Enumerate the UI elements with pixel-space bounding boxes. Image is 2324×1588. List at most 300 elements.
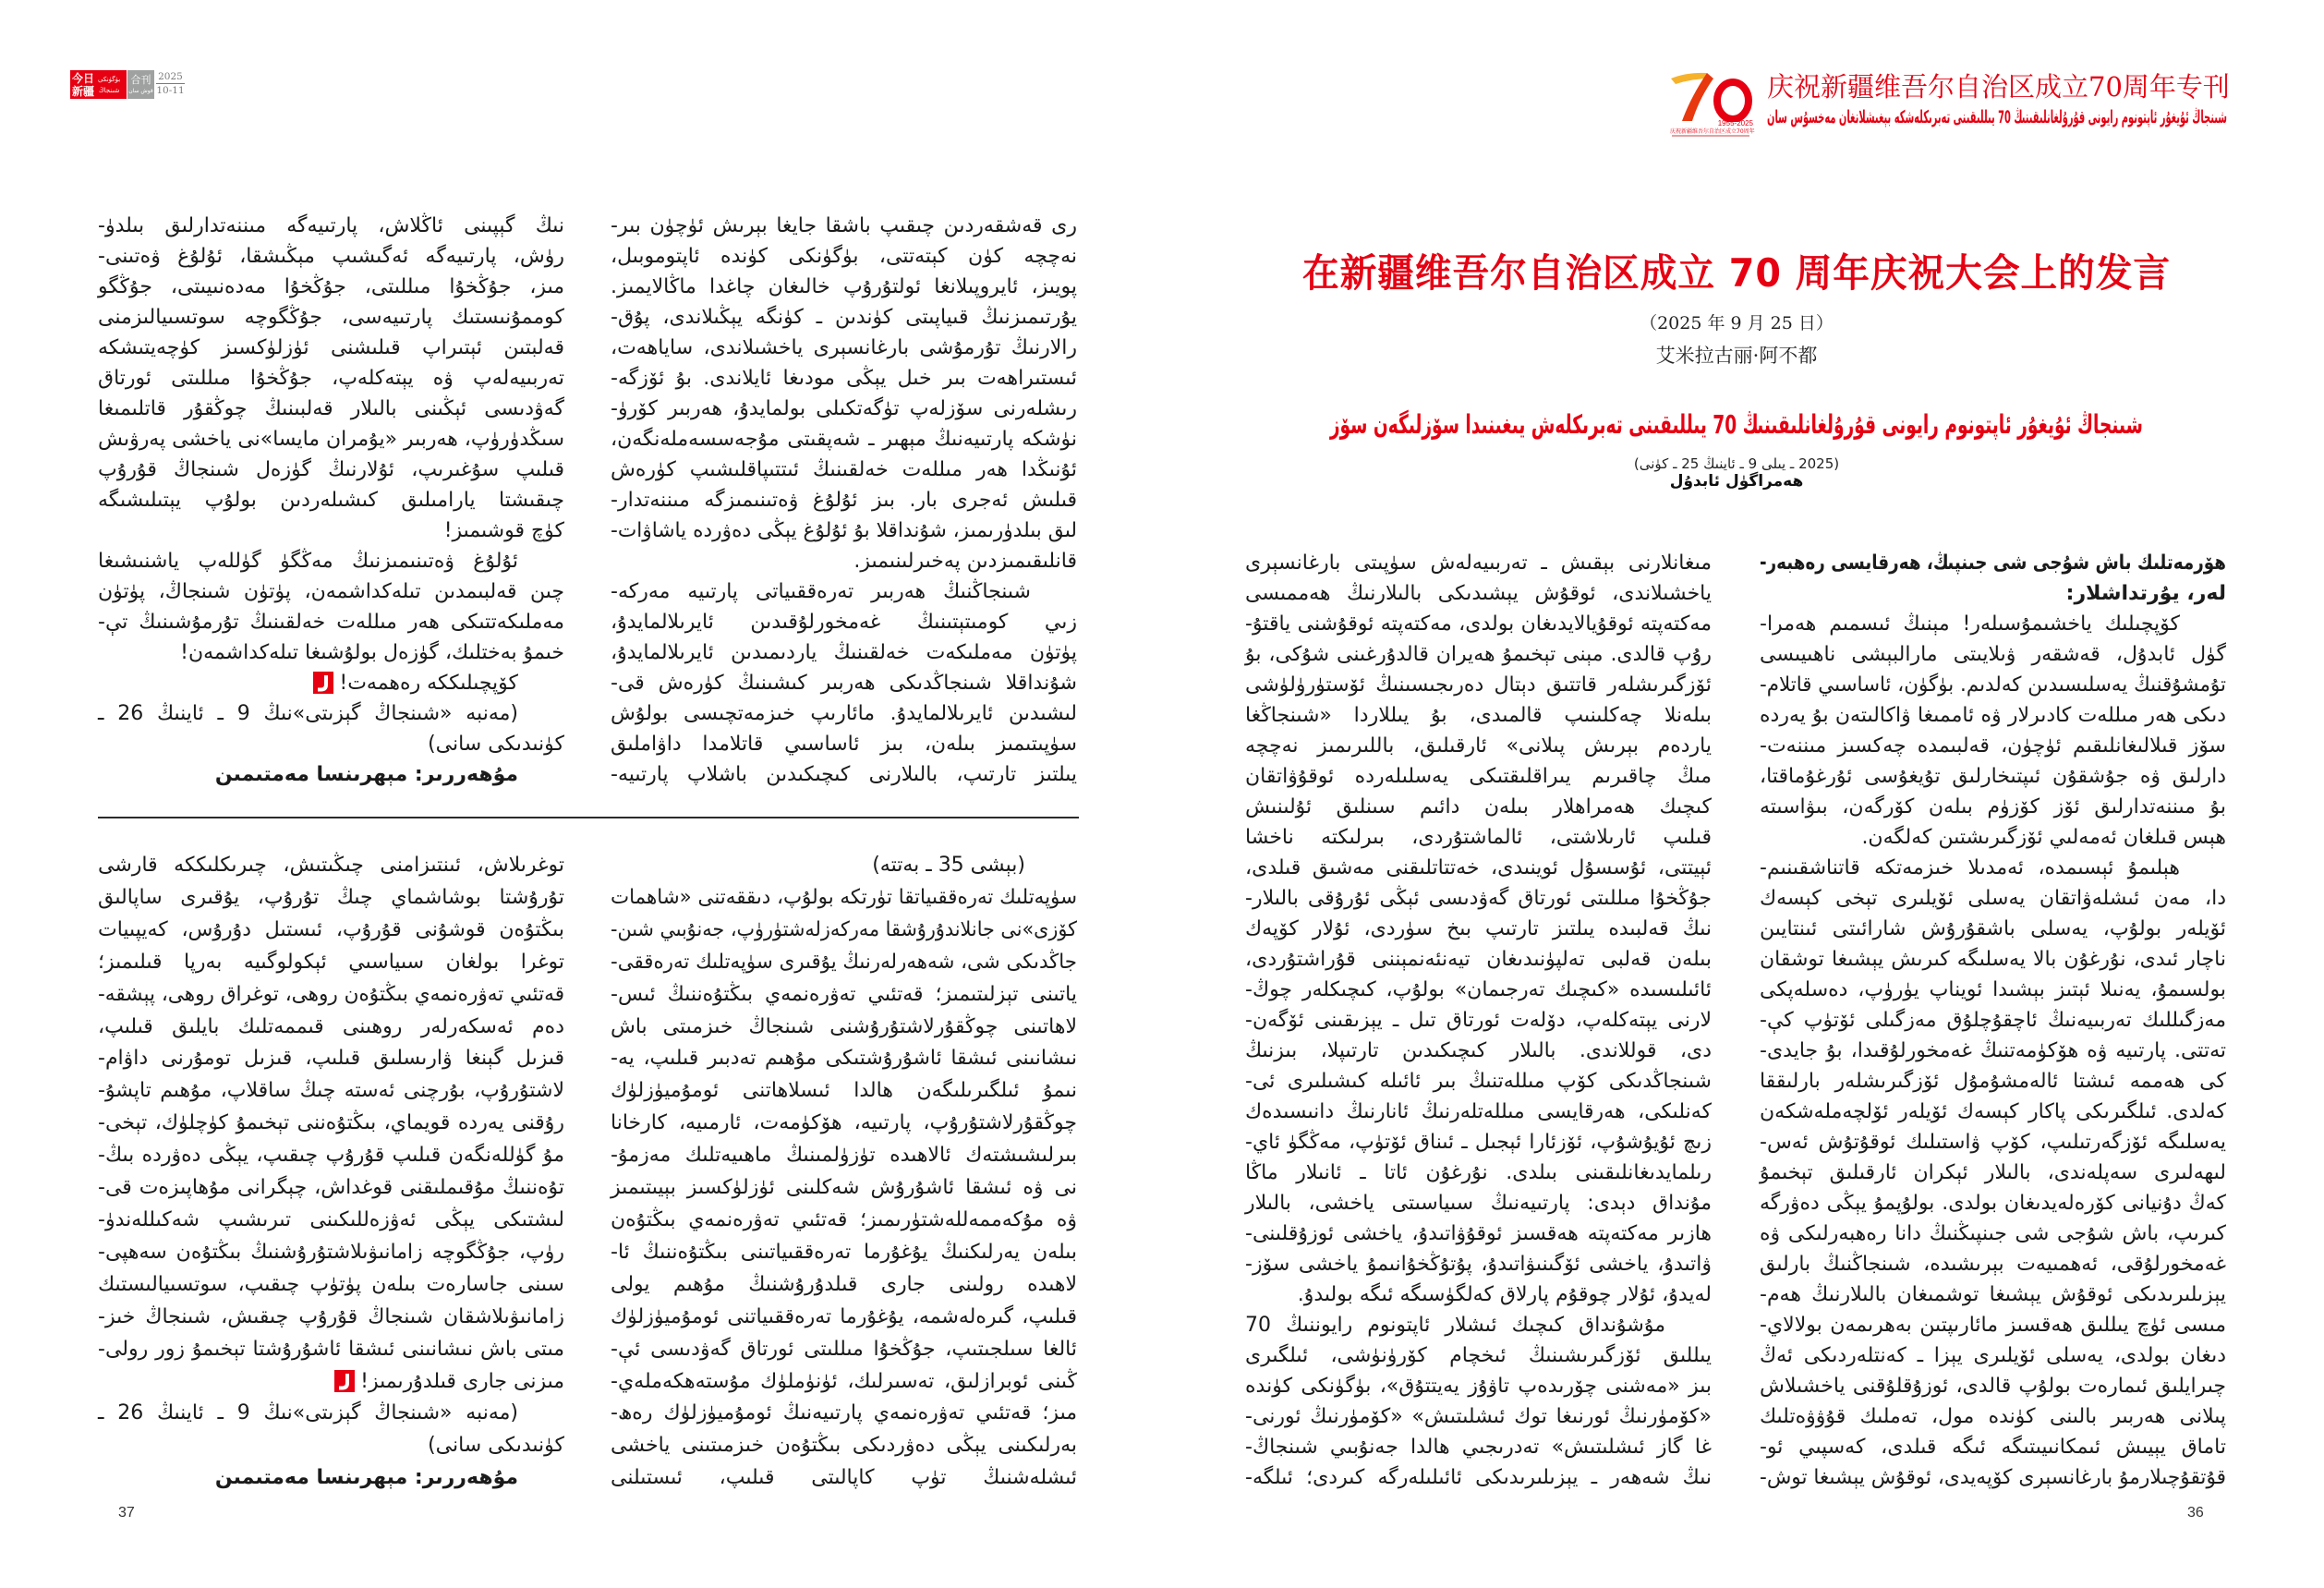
text-line-content <box>611 1338 1077 1361</box>
text-line-content <box>1760 552 2226 575</box>
text-line-text: لىق بىلدۈرىمىز، شۇنداقلا بۇ ئۇلۇغ يېڭى دەۋردە ياشاۋات- <box>611 519 1077 542</box>
text-line-content <box>98 428 564 451</box>
text-line <box>98 1075 564 1108</box>
text-line-text: نىمۇ ئىلگىرىلىگەن ھالدا ئىسلاھاتنى ئومۇميۈزلۈك <box>611 1079 1077 1103</box>
text-line <box>1760 853 2226 883</box>
text-line-content <box>611 306 1077 329</box>
text-line <box>611 424 1077 455</box>
text-line <box>611 1075 1077 1108</box>
text-line <box>611 979 1077 1012</box>
text-line <box>1245 1279 1712 1310</box>
text-line <box>98 363 564 394</box>
text-line-content <box>98 1273 564 1296</box>
text-line <box>1245 914 1712 944</box>
text-line-text: لاھاتىنى چوڭقۇرلاشتۇرۇشنى شىنجاڭ خىزمىتى باش <box>611 1014 1077 1038</box>
text-line-content <box>1245 1009 1712 1032</box>
text-line-text: لەر، يۇرتداشلار: <box>2065 582 2226 605</box>
text-line <box>1245 1310 1712 1340</box>
text-line <box>611 241 1077 272</box>
text-line <box>1760 1371 2226 1401</box>
text-line <box>1760 883 2226 914</box>
text-line <box>98 1334 564 1366</box>
text-line <box>98 333 564 363</box>
text-line <box>1245 975 1712 1005</box>
text-line-text: كىچىك ھەمراھلار بىلەن دائىم سىنلىق ئۇلىنىش <box>1245 795 1712 818</box>
text-line-text: يېزىلىرىدىكى ئوقۇش يېشىغا توشمىغان بالىلارنىڭ ھەم- <box>1760 1283 2226 1306</box>
text-line <box>99 424 564 455</box>
text-line-content <box>1245 734 1712 758</box>
text-line-content <box>1245 1131 1712 1154</box>
text-line-content <box>1760 643 2226 666</box>
text-line <box>1760 792 2226 822</box>
text-line <box>1760 1462 2226 1493</box>
text-line-text: كەنلىكى، ھەرقايسى مىللەتلەرنىڭ ئانارنىڭ دانىسىدەك <box>1245 1100 1712 1123</box>
text-line-text: قىلىپ ئارىلاشتى، ئالماشتۇردى، بىرلىكتە ناخشا <box>1245 826 1712 849</box>
special-issue-title-ug <box>1767 105 2227 129</box>
text-line-text: پويىز، ئايروپىلانغا ئولتۇرۇپ خالىغان چاغدا ماڭالايمىز. <box>611 275 1077 298</box>
text-line-content <box>611 1305 1077 1328</box>
text-line-content <box>98 336 564 359</box>
text-line <box>1245 1371 1712 1401</box>
text-line-text: ئىشلەشنىڭ تۈپ كاپالىتى قىلىپ، ئىستىلنى <box>611 1466 1077 1490</box>
text-line <box>611 1398 1077 1430</box>
text-line <box>98 915 564 947</box>
text-line-content <box>98 1015 564 1038</box>
text-line-content <box>98 1144 564 1167</box>
text-line <box>1760 609 2226 639</box>
text-line-text: سۈپەتلىك تەرەققىياتقا تۈرتكە بولۇپ، دىققەتنى «شاھمات <box>611 885 1077 909</box>
text-line <box>1760 1127 2226 1158</box>
text-line <box>611 1012 1077 1044</box>
text-line-text: تۇمشۇقنىڭ يەسلىسىدىن كەلدىم. بۈگۈن، ئاساسىي قاتلام- <box>1760 673 2226 697</box>
text-line-content <box>1245 1375 1712 1398</box>
text-line-content <box>1245 1314 1665 1337</box>
text-line-content <box>1760 1039 2226 1062</box>
text-line <box>1760 1249 2226 1279</box>
text-line-content <box>611 367 1077 390</box>
text-line-content <box>1760 1466 2226 1489</box>
text-line-text: گۈل ئابدۇل، قەشقەر ۋىلايىتى مارالبېشى ناھىيىسى <box>1760 643 2226 666</box>
logo-cn-line1: 今日 <box>72 71 95 85</box>
text-line-text: ئۆيلەر بولۇپ، يەسلى باشقۇرۇش شارائىتى ئىنتايىن <box>1760 917 2226 940</box>
text-line <box>1760 578 2226 609</box>
text-line <box>1245 548 1712 578</box>
text-line <box>611 211 1077 241</box>
text-line-text: جاڭدىكى شى، شەھەرلەرنىڭ يۇقىرى سۈپەتلىك تەرەققى- <box>611 950 1077 974</box>
text-line-text: ياخشىلاندى، ئوقۇش يېشىدىكى بالىلارنىڭ ھەممىسى <box>1245 582 1712 605</box>
text-line <box>1760 1097 2226 1127</box>
logo-ug-name <box>98 74 120 96</box>
text-line-content <box>98 550 518 573</box>
article-column-page37-upper-right <box>611 211 1077 790</box>
text-line <box>1760 1401 2226 1432</box>
text-line <box>1760 944 2226 975</box>
anniversary-cn-caption: 庆祝新疆维吾尔自治区成立70周年 <box>1670 128 1755 135</box>
page-number-right: 36 <box>2187 1505 2204 1521</box>
text-line-content <box>611 458 1077 481</box>
text-line-content <box>1760 1100 2226 1123</box>
text-line <box>611 272 1077 302</box>
text-line-text: پۈتۈن مەملىكەت خەلقىنىڭ ياردىمىدىن ئايرىلالمايدۇ، <box>611 641 1077 664</box>
text-line-text: تەتتى. پارتىيە ۋە ھۆكۈمەتنىڭ غەمخورلۇقىدا، بۇ جايدى- <box>1760 1039 2226 1062</box>
text-line-content <box>1760 1253 2226 1276</box>
text-line-content <box>1760 673 2226 697</box>
article-author-cn: 艾米拉古丽·阿不都 <box>1655 345 1818 367</box>
text-line <box>1760 1310 2226 1340</box>
text-line-text: مىڭ چاقىرىم يىراقلىقتىكى يەسلىلەردە ئوقۇۋاتقان <box>1245 765 1712 788</box>
combined-issue-ug: قوش سان <box>128 88 153 94</box>
text-line <box>611 915 1077 947</box>
text-line-text: لىھەلىرى سەپلەندى، بالىلار ئېكران ئارقىلىق تېخىمۇ <box>1760 1161 2226 1184</box>
text-line-text: كەڭ دۇنيانى كۆرەلەيدىغان بولدى. بولۇپمۇ يېڭى دەۋرگە <box>1760 1192 2226 1215</box>
text-line-content <box>611 1047 1077 1070</box>
text-line <box>1760 1005 2226 1036</box>
text-line <box>1245 883 1712 914</box>
text-line <box>1245 1249 1712 1279</box>
text-line-text: چوڭقۇرلاشتۇرۇپ، پارتىيە، ھۆكۈمەت، ئارمىيە، كارخانا <box>611 1111 1077 1135</box>
text-line <box>98 1237 564 1269</box>
text-line-content <box>1245 1070 1712 1093</box>
text-line <box>98 1398 564 1430</box>
text-line <box>98 1205 564 1237</box>
text-line <box>98 668 564 698</box>
text-line-content <box>1245 612 1712 636</box>
text-line-text: مىز؛ قەتئىي تەۋرەنمەي پارتىيەنىڭ ئومۇميۈزلۈك رەھ- <box>611 1401 1077 1425</box>
text-line <box>611 637 1077 668</box>
article-date-ug: (2025 ـ يىلى 9 ـ ئاينىڭ 25 ـ كۈنى) <box>1633 455 1840 472</box>
text-line-content <box>1245 1192 1712 1215</box>
text-line-text: قىلىپ، گىرەلەشمە، يۇغۇرما تەرەققىياتنى ئومۇميۈزلۈك <box>611 1304 1077 1328</box>
text-line-content <box>1245 1039 1712 1062</box>
text-line-content <box>611 763 1077 786</box>
text-line-text: ۋە مۇكەممەللەشتۈرىمىز؛ قەتئىي تەۋرەنمەي بىڭتۇەن <box>611 1207 1077 1231</box>
text-line-content <box>1760 1070 2226 1093</box>
text-line-content <box>1760 1222 2226 1245</box>
text-line-content <box>611 702 1077 725</box>
text-line-content <box>215 763 518 786</box>
text-line-text: ئائىلىسىدە «كىچىك تەرجىمان» بولۇپ، كىچىكلەر چوڭ- <box>1245 978 1712 1001</box>
section-divider <box>98 817 1079 818</box>
text-line-content <box>98 951 564 974</box>
text-line-content <box>98 1401 518 1424</box>
text-line-text: دا، مەن ئىشلەۋاتقان يەسلى ئۆيلىرى تېخى كېسەك <box>1760 887 2226 910</box>
text-line <box>98 211 564 241</box>
text-line-content <box>1760 734 2226 758</box>
end-mark-icon <box>313 672 333 694</box>
text-line-text: زامانىۋىلاشقان شىنجاڭ قۇرۇپ چىقىش، شىنجاڭ خىز- <box>98 1304 564 1328</box>
text-line-content <box>1760 1314 2226 1337</box>
text-line-text: نىڭ قەلبىدە يىلتىز تارتىپ بىخ سۈردى، ئۇلار كۆپەك <box>1245 917 1712 940</box>
text-line-text: شىنجاڭدىكى كۆپ مىللەتنىڭ بىر ئائىلە كىشىلىرى ئى- <box>1245 1070 1712 1093</box>
text-line-content <box>1760 795 2226 818</box>
text-line-content <box>611 1015 1077 1038</box>
text-line-content <box>98 580 564 603</box>
text-line-text: چىقىشتا يارامىلىق كىشىلەردىن بولۇپ يېتىلىشىگە <box>98 489 564 512</box>
text-line-content <box>611 641 1077 664</box>
text-line-content <box>1245 1436 1712 1459</box>
text-line-content <box>611 1434 1077 1457</box>
text-line-text: بۇ مىننەتدارلىق ئۆز كۆزۈم بىلەن كۆرگەن، بىۋاسىتە <box>1760 795 2226 818</box>
text-line-content <box>98 306 564 329</box>
text-line-text: ئېيتتى، ئۇسسۇل ئوينىدى، خەتتاتلىقنى مەشىق قىلدى، <box>1245 856 1712 879</box>
text-line-content <box>444 519 564 542</box>
text-line <box>98 698 564 729</box>
text-line-text: كىرىپ، باش شۇجى شى جىنپىڭنىڭ دانا رەھبەرلىكى ۋە <box>1760 1222 2226 1245</box>
text-line-content <box>313 672 518 695</box>
text-line-text: نۈشكە پارتىيەنىڭ مېھىر ـ شەپقىتى مۇجەسسەملەنگەن، <box>611 428 1077 451</box>
article-title-cn <box>1302 249 2171 297</box>
text-line-text: يىللىق ئۆزگىرىشىنىڭ ئىخچام كۆرۈنۈشى، ئىلگىرى <box>1245 1344 1712 1367</box>
text-line <box>611 759 1077 790</box>
text-line <box>611 1269 1077 1302</box>
text-line <box>1760 731 2226 761</box>
text-line <box>98 637 564 668</box>
text-line-text: قىلىش ئەجرى بار. بىز ئۇلۇغ ۋەتىنىمىزگە مىننەتدار- <box>611 489 1077 512</box>
text-line <box>611 455 1077 485</box>
text-line-text: ھۆرمەتلىك باش شۇجى شى جىنپىڭ، ھەرقايسى رەھبەر- <box>1760 552 2226 575</box>
text-line-text: «كۆمۈرنىڭ ئورنىغا توك ئىشلىتىش» «كۆمۈرنىڭ ئورنى- <box>1245 1405 1712 1428</box>
logo-cn-name <box>72 72 94 98</box>
text-line-text: ھېس قىلغان ئەمەلىي ئۆزگىرىشتىن كەلگەن. <box>1861 826 2226 849</box>
text-line-content <box>1245 1161 1712 1184</box>
text-line-content <box>611 1079 1077 1102</box>
text-line-content <box>1760 1131 2226 1154</box>
text-line <box>98 394 564 424</box>
text-line <box>98 979 565 1012</box>
text-line-content <box>611 214 1077 237</box>
magazine-logo <box>70 70 185 99</box>
text-line-text: مەزگىللىك تەربىيەنىڭ ئاچقۇچلۇق مەزگىلى ئۆتۈپ كې- <box>1760 1009 2226 1032</box>
text-line-text: تۇەننىڭ مۇقىملىقنى قوغداش، چېگرانى مۇھاپىزەت قى- <box>98 1176 564 1200</box>
text-line <box>1760 670 2226 700</box>
text-line-content <box>1245 1344 1712 1367</box>
text-line <box>611 515 1077 546</box>
text-line-content <box>428 1434 564 1457</box>
text-line <box>611 850 1077 882</box>
text-line <box>611 333 1077 363</box>
text-line-text: سىڭدۈرۈپ، ھەربىر «يۇمران مايسا»نى ياخشى پەرۋىش <box>97 428 565 451</box>
text-line-text: كەلدى. ئىلگىرىكى پاكار كېسەك ئۆيلەر ئۆلچەملەشكەن <box>1760 1100 2226 1123</box>
text-line <box>1760 1432 2226 1462</box>
text-line-content <box>1245 887 1712 910</box>
text-line-content <box>611 1401 1077 1424</box>
text-line-text: قىلىپ سۇغىرىپ، ئۇلارنىڭ گۈزەل شىنجاڭ قۇرۇپ <box>98 458 564 481</box>
text-line <box>611 1302 1077 1334</box>
text-line-text: دى، قوللاندى. بالىلار كىچىكىدىن تارتىپلا، بىزنىڭ <box>1245 1039 1712 1062</box>
text-line-text: (بېشى 35 ـ بەتتە) <box>872 854 1025 877</box>
text-line-text: سۈپىتىمىز بىلەن، بىز ئاساسىي قاتلامدا داۋاملىق <box>611 733 1077 756</box>
text-line-content <box>98 1305 564 1328</box>
text-line-content <box>1245 704 1712 727</box>
text-line-content <box>611 245 1077 268</box>
text-line <box>611 1462 1077 1495</box>
text-line <box>611 729 1077 759</box>
text-line <box>98 1043 564 1075</box>
text-line-text: سۆز قىلالىغانلىقىم ئۈچۈن، قەلبىمدە چەكسىز مىننەت- <box>1760 734 2226 758</box>
text-line-content <box>1760 856 2180 879</box>
text-line-content <box>98 245 564 268</box>
text-line-content <box>1760 612 2180 636</box>
text-line <box>98 759 564 790</box>
text-line <box>98 485 564 515</box>
text-line <box>98 1462 564 1495</box>
text-line-content <box>611 611 1077 634</box>
text-line-text: ئۆزگىرىشلەر قاتتىق دېتال دەرىجىسىنىڭ ئۆستۈرۈلۈشى <box>1245 673 1712 697</box>
text-line-text: توغرا بولغان سىياسىي ئېكولوگىيە بەرپا قىلىمىز؛ <box>98 950 564 974</box>
text-line <box>611 947 1077 979</box>
text-line <box>1245 578 1712 609</box>
text-line-text: چىن قەلبىمدىن تىلەكداشمەن، پۈتۈن شىنجاڭ، پۈتۈن <box>98 580 564 603</box>
text-line-text: زىي كومىتېتىنىڭ غەمخورلۇقىدىن ئايرىلالمايدۇ، <box>611 611 1077 634</box>
text-line-text: نەچچە كۈن كېتەتتى، بۈگۈنكى كۈندە ئاپتوموبىل، <box>611 245 1077 268</box>
text-line <box>1760 1066 2226 1097</box>
text-line-text: رۇقنى يەردە قويماي، بىڭتۇەننى تېخىمۇ كۈچلۈك، تېخى- <box>98 1111 564 1135</box>
text-line-text: چىرايلىق ئىمارەت بولۇپ قالدى، ئوزۇقلۇقنى ياخشىلاش <box>1760 1375 2226 1398</box>
text-line <box>1760 1340 2226 1371</box>
text-line <box>98 455 564 485</box>
text-line-text: مۇشۇنداق كىچىك ئىشلار ئاپتونوم رايوننىڭ 70 <box>1245 1314 1665 1337</box>
article-date-cn: （2025 年 9 月 25 日） <box>1640 313 1834 333</box>
text-line <box>1245 639 1712 670</box>
logo-combined-issue-block <box>127 70 154 99</box>
article-column-page36-right <box>1760 548 2226 1493</box>
article-title-cn-text: 在新疆维吾尔自治区成立 70 周年庆祝大会上的发言 <box>1302 250 2171 296</box>
text-line-content <box>611 428 1077 451</box>
text-line-text: قانلىقىمىزدىن پەخىرلىنىمىز. <box>853 550 1077 573</box>
text-line-text: بىڭتۇەن قوشۇنى قۇرۇپ، ئىستىل دۇرۇس، كەيپىيات <box>98 917 564 941</box>
article-author-ug: ھەمراگۈل ئابدۇل <box>1669 472 1804 491</box>
text-line <box>98 882 564 915</box>
text-line <box>1245 1432 1712 1462</box>
text-line-text: دەم ئەسكەرلەر روھىنى قىممەتلىك بايلىق قىلىپ، <box>98 1014 564 1038</box>
text-line-text: مەكتەپتە ئوقۇيالايدىغان بولدى، مەكتەپتە ئوقۇشنى ياقتۇ- <box>1245 612 1712 636</box>
text-line-content <box>611 733 1077 756</box>
logo-ug-line2: شىنجاڭ <box>98 86 120 94</box>
text-line <box>611 1366 1077 1399</box>
text-line-text: ھېلىمۇ ئېسىمدە، ئەمدىلا خىزمەتكە قاتناشقىنىم- <box>1760 856 2180 879</box>
text-line-text: رىلمايدىغانلىقىنى بىلدى. نۇرغۇن ئاتا ـ ئانىلار ماڭا <box>1245 1161 1712 1184</box>
text-line-content <box>1760 704 2226 727</box>
text-line-text: مەملىكەتتىكى ھەر مىللەت خەلقىنىڭ تۇرمۇشىنىڭ تې- <box>98 611 564 634</box>
text-line <box>1245 1097 1712 1127</box>
special-issue-title-cn: 庆祝新疆维吾尔自治区成立70周年专刊 <box>1767 71 2230 103</box>
text-line-content <box>1760 1009 2226 1032</box>
text-line-text: نى ۋە ئىشقا ئاشۇرۇش شەكلىنى ئۈزلۈكسىز بېيىتىمىز <box>611 1176 1077 1200</box>
text-line-content <box>428 733 564 756</box>
text-line-content <box>872 854 1025 877</box>
text-line-content <box>98 1176 564 1199</box>
text-line-text: توغرىلاش، ئىنتىزامنى چىڭىتىش، چىرىكلىككە قارشى <box>98 854 564 877</box>
text-line <box>98 302 564 333</box>
text-line-content <box>98 1338 564 1361</box>
text-line-text: كۆپچىلىك ياخشىمۇسىلەر! مېنىڭ ئىسمىم ھەمرا- <box>1760 612 2180 636</box>
text-line-content <box>1245 765 1712 788</box>
text-line <box>1760 1279 2226 1310</box>
text-line <box>1245 1158 1712 1188</box>
text-line-text: بىلەنلا چەكلىنىپ قالمىدى، بۇ يىللاردا «شىنجاڭغا <box>1245 704 1712 727</box>
text-line-text: ياتىنى تېزلىتىمىز؛ قەتئىي تەۋرەنمەي بىڭتۇەننىڭ ئىس- <box>611 982 1077 1006</box>
text-line <box>611 1172 1077 1205</box>
text-line <box>1760 822 2226 853</box>
text-line-content <box>1245 552 1712 575</box>
text-line-text: جۇڭخۇا مىللىتى ئورتاق گەۋدىسى ئېڭى ئۇرۇقى بالىلار- <box>1245 887 1712 910</box>
text-line <box>98 1108 564 1140</box>
text-line-text: تۇرۇشتا بوشاشماي چىڭ تۇرۇپ، يۇقىرى ساپالىق <box>98 885 564 909</box>
text-line-text: ناچار ئىدى، نۇرغۇن بالا يەسلىگە كىرىش يېشىغا توشقان <box>1760 948 2226 971</box>
text-line-text: كۆپچىلىككە رەھمەت! <box>339 672 518 695</box>
text-line-content <box>180 641 564 664</box>
text-line-content <box>1245 1466 1712 1489</box>
text-line <box>611 668 1077 698</box>
text-line-content <box>1760 1192 2226 1215</box>
text-line <box>611 1043 1077 1075</box>
text-line-text: بىز «مەشنى چۆرىدەپ تاۋۇز يەيتتۇق»، بۈگۈنكى كۈندە <box>1245 1375 1712 1398</box>
text-line-text: شىنجاڭنىڭ ھەربىر تەرەققىياتى پارتىيە مەركە- <box>611 580 1031 603</box>
text-line-content <box>98 214 564 237</box>
text-line-content <box>98 918 564 941</box>
text-line-text: رۈپ، جۇڭگوچە زامانىۋىلاشتۇرۇشنىڭ بىڭتۇەن سەھپى- <box>98 1240 564 1264</box>
text-line <box>1760 548 2226 578</box>
text-line-text: رالارنىڭ تۇرمۇشى بارغانسېرى ياخشىلاندى، ساياھەت، <box>611 336 1077 359</box>
text-line-content <box>98 1079 564 1102</box>
text-line-content <box>611 918 1077 941</box>
text-line-text: لاھىدە رولىنى جارى قىلدۇرۇشنىڭ مۇھىم يولى <box>611 1272 1077 1296</box>
text-line-content <box>1245 1405 1712 1428</box>
text-line <box>1245 1188 1712 1218</box>
text-line <box>1245 1218 1712 1249</box>
text-line-text: كۈنىدىكى سانى) <box>428 1434 564 1458</box>
text-line-content <box>611 886 1077 909</box>
text-line <box>1760 1036 2226 1066</box>
text-line-content <box>611 1144 1077 1167</box>
text-line-content <box>611 1466 1077 1489</box>
text-line-text: بىلەن قەلبى تەلپۈنىدىغان تيەنئەنمېننى قۇراشتۇردى، <box>1245 948 1712 971</box>
text-line <box>98 729 564 759</box>
text-line-text: مىغانلارنى بېقىش ـ تەربىيەلەش سۈپىتى بارغانسېرى <box>1245 552 1712 575</box>
text-line <box>1760 639 2226 670</box>
text-line-text: ئۇلۇغ ۋەتىنىمىزنىڭ مەڭگۈ گۈللەپ ياشنىشىغا <box>98 550 518 573</box>
text-line <box>98 515 564 546</box>
text-line-text: ھازىر مەكتەپتە ھەقسىز ئوقۇۋاتىدۇ، ياخشى ئوزۇقلىنى- <box>1245 1222 1712 1245</box>
text-line-text: مۇنداق دېدى: پارتىيەنىڭ سىياسىتى ياخشى، بالىلار <box>1245 1192 1712 1215</box>
text-line-text: ئۇنىڭدا ھەر مىللەت خەلقىنىڭ ئىتتىپاقلىشىپ كۈرەش <box>611 458 1077 481</box>
text-line <box>1245 1005 1712 1036</box>
text-line-text: لاشتۇرۇپ، بۇرچنى ئەستە چىڭ ساقلاپ، مۇھىم تاپشۇ- <box>98 1079 564 1103</box>
text-line-text: شۇنداقلا شىنجاڭدىكى ھەربىر كىشىنىڭ كۈرەش قى- <box>611 672 1077 695</box>
text-line-content <box>1245 795 1712 818</box>
text-line-content <box>1245 978 1712 1001</box>
anniversary-70-logo <box>1668 70 1755 140</box>
text-line <box>98 1366 564 1399</box>
text-line-text: سىنى جاسارەت بىلەن پۈتۈپ چىقىپ، سوتسىيالىستىك <box>98 1272 564 1296</box>
text-line <box>1245 731 1712 761</box>
text-line <box>611 1237 1077 1269</box>
text-line-text: نىڭ گېپىنى ئاڭلاش، پارتىيەگە مىننەتدارلىق بىلدۈ- <box>98 214 564 237</box>
text-line-text: مىتى باش نىشانىنى ئىشقا ئاشۇرۇشتا تېخىمۇ زور رولى- <box>98 1337 564 1361</box>
text-line-text: نىشانىنى ئىشقا ئاشۇرۇشتىكى مۇھىم تەدبىر قىلىپ، يە- <box>611 1047 1077 1071</box>
text-line <box>1760 1218 2226 1249</box>
text-line-content <box>611 489 1077 512</box>
text-line-content <box>98 367 564 390</box>
article-column-page37-upper-left <box>98 211 564 790</box>
text-line <box>98 1430 564 1462</box>
text-line <box>98 1269 564 1302</box>
text-line-content <box>334 1370 564 1393</box>
anniversary-70-icon <box>1668 70 1755 122</box>
text-line-text: بەرلىكىنى يېڭى دەۋردىكى بىڭتۇەن خىزمىتىنى ياخشى <box>611 1434 1077 1458</box>
text-line-content <box>1760 948 2226 971</box>
text-line-text: مىسى ئۈچ يىللىق ھەقسىز مائارىپتىن بەھرىمەن بولالاي- <box>1760 1314 2226 1337</box>
